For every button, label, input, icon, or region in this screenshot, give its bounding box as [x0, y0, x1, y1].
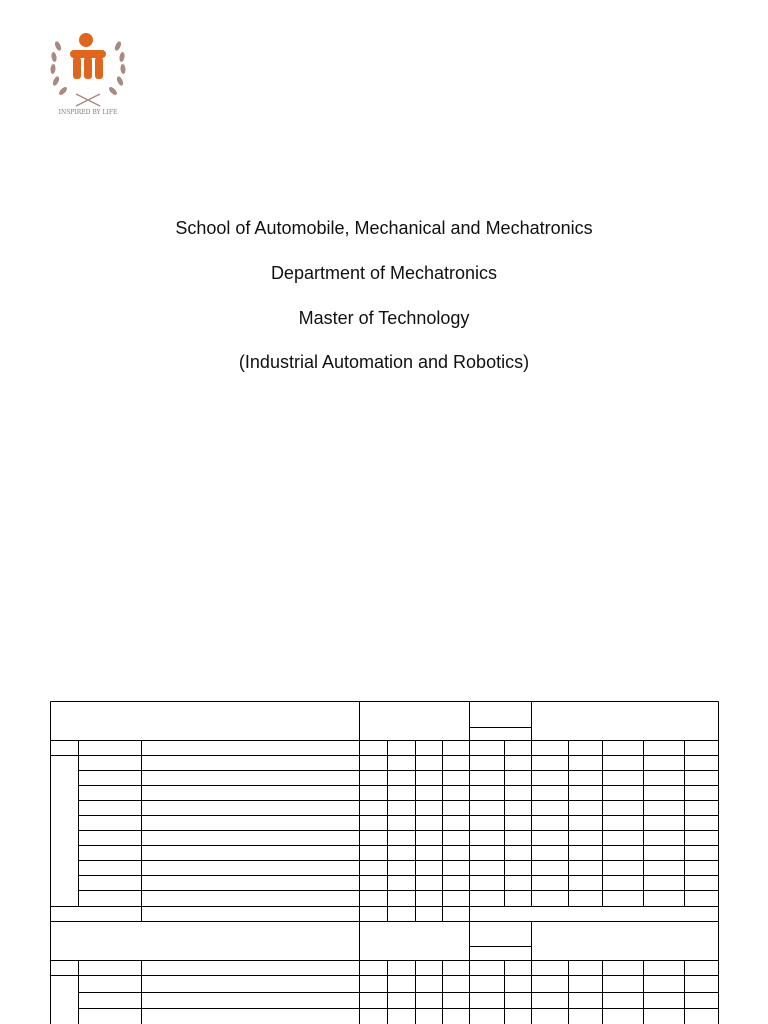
table-header-block-2	[51, 922, 719, 961]
programme-name: Master of Technology	[298, 308, 470, 328]
table-body-block-2	[51, 961, 719, 1024]
department-name: Department of Mechatronics	[270, 263, 498, 283]
school-name: School of Automobile, Mechanical and Mechatronics	[175, 218, 593, 238]
programme-specialization: (Industrial Automation and Robotics)	[238, 352, 530, 372]
table-body-block-1	[51, 741, 719, 922]
logo-motto: INSPIRED BY LIFE	[58, 109, 118, 116]
